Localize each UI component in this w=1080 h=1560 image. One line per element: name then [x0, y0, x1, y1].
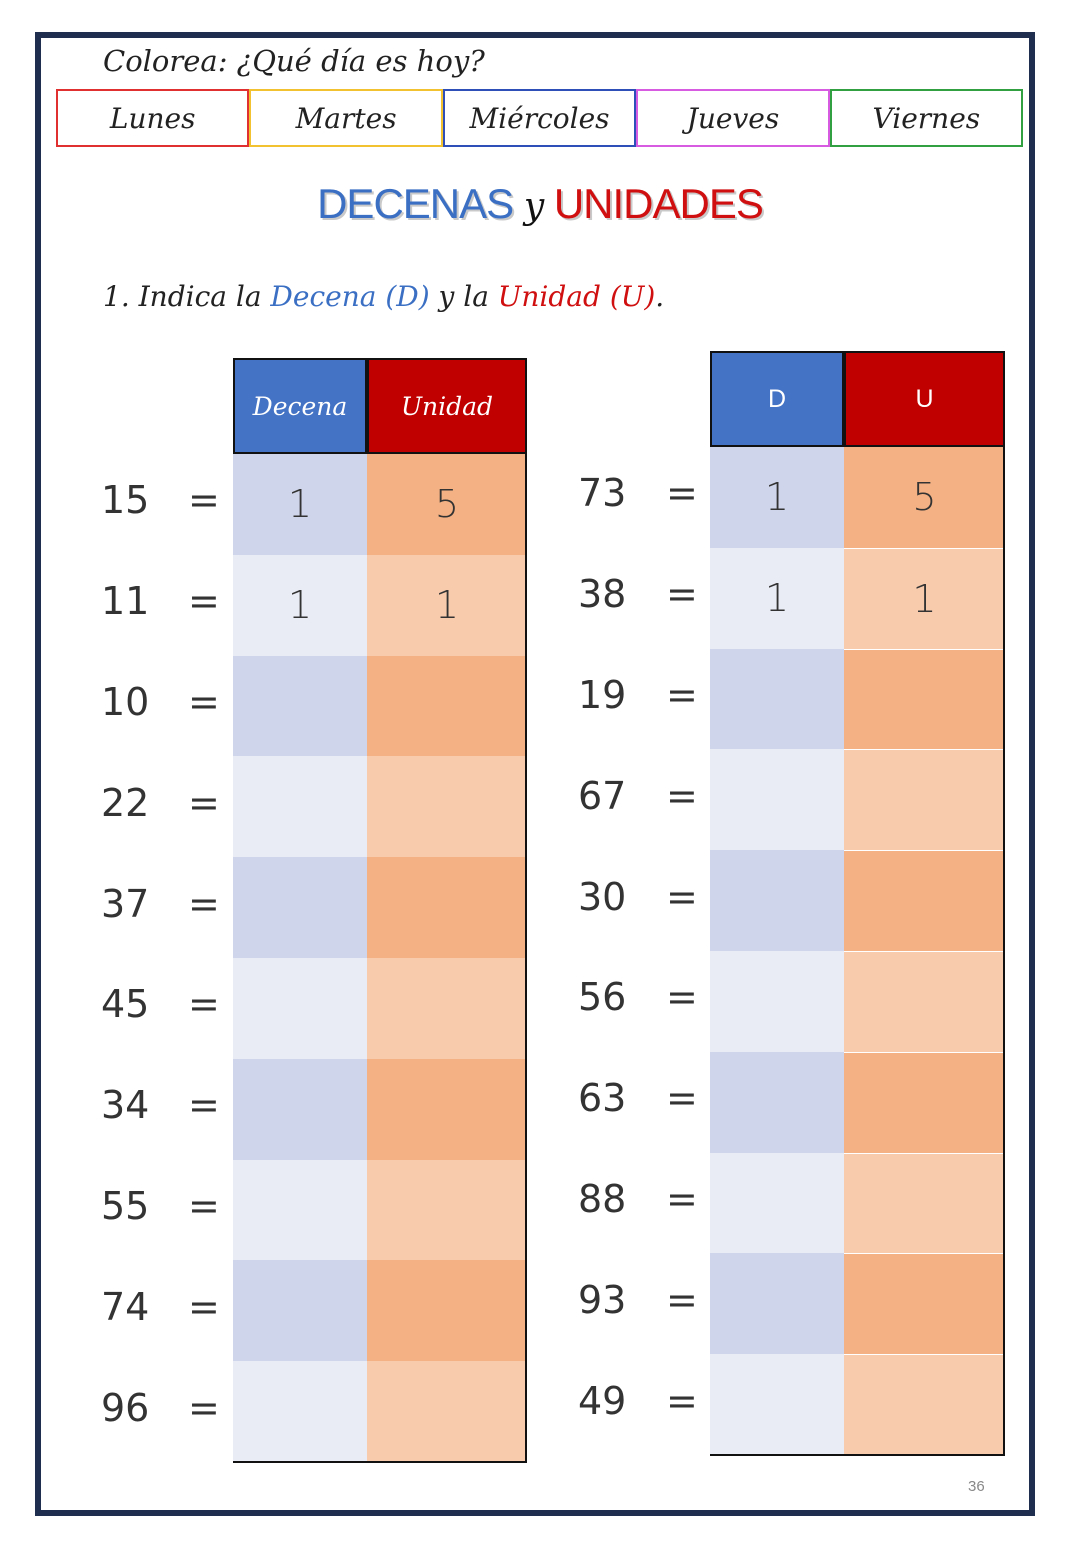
unidad-cell[interactable] [844, 1153, 1005, 1254]
decena-cell[interactable] [710, 951, 844, 1052]
decena-cell[interactable] [710, 1052, 844, 1153]
equals-sign: = [188, 780, 220, 825]
day-lunes[interactable]: Lunes [56, 89, 249, 147]
row-number: 74 [101, 1284, 150, 1329]
equals-sign: = [666, 1177, 698, 1221]
unidad-cell[interactable] [367, 857, 527, 958]
row-number: 15 [101, 478, 150, 523]
equals-sign: = [188, 1385, 220, 1430]
instruction [103, 280, 664, 313]
decena-cell[interactable]: 1 [710, 447, 844, 548]
equals-sign: = [666, 773, 698, 818]
table-bottom-border [233, 1461, 527, 1463]
decena-cell[interactable]: 1 [710, 548, 844, 649]
page-title [0, 180, 1080, 228]
row-number: 10 [101, 680, 150, 724]
decena-cell[interactable] [710, 649, 844, 750]
day-prompt: Colorea: ¿Qué día es hoy? [103, 44, 485, 78]
decena-cell[interactable] [233, 756, 367, 857]
unidad-cell[interactable] [844, 850, 1005, 951]
unidad-cell[interactable] [844, 749, 1005, 850]
equals-sign: = [188, 881, 220, 926]
equals-sign: = [188, 579, 220, 624]
header-unidad: U [844, 351, 1005, 447]
decena-cell[interactable] [710, 1153, 844, 1254]
unidad-cell[interactable] [367, 958, 527, 1059]
row-number: 63 [578, 1076, 627, 1121]
equals-sign: = [188, 478, 220, 523]
day-miercoles[interactable]: Miércoles [443, 89, 636, 147]
day-jueves[interactable]: Jueves [636, 89, 829, 147]
table-bottom-border [710, 1454, 1005, 1456]
row-number: 49 [578, 1378, 627, 1423]
row-number: 73 [578, 471, 627, 516]
unidad-cell[interactable]: 1 [844, 548, 1005, 649]
decena-cell[interactable] [233, 1361, 367, 1462]
unidad-cell[interactable] [844, 1052, 1005, 1153]
row-number: 67 [578, 773, 627, 818]
decena-cell[interactable] [710, 1253, 844, 1354]
day-viernes[interactable]: Viernes [830, 89, 1023, 147]
equals-sign: = [666, 1076, 698, 1121]
title-connector: y [523, 186, 544, 227]
row-number: 38 [578, 572, 627, 617]
decena-cell[interactable] [710, 1354, 844, 1455]
row-number: 19 [578, 673, 627, 717]
unidad-cell[interactable] [844, 649, 1005, 750]
row-number: 55 [101, 1184, 150, 1228]
decena-cell[interactable] [710, 749, 844, 850]
decena-cell[interactable] [233, 958, 367, 1059]
header-unidad: Unidad [367, 358, 527, 454]
row-number: 93 [578, 1277, 627, 1322]
instruction-d-abbr: (D) [385, 280, 430, 313]
day-martes[interactable]: Martes [249, 89, 442, 147]
unidad-cell[interactable] [367, 1260, 527, 1361]
row-number: 22 [101, 780, 150, 825]
unidad-cell[interactable] [844, 951, 1005, 1052]
unidad-cell[interactable]: 5 [844, 447, 1005, 548]
header-decena: D [710, 351, 844, 447]
unidad-cell[interactable] [367, 1160, 527, 1261]
unidad-cell[interactable]: 1 [367, 555, 527, 656]
instruction-middle: y la [429, 280, 498, 313]
decena-cell[interactable] [233, 1160, 367, 1261]
title-decenas: DECENAS [317, 180, 514, 227]
title-unidades: UNIDADES [553, 180, 763, 227]
table-right-border [1003, 351, 1005, 1455]
instruction-prefix: 1. Indica la [103, 280, 271, 313]
unidad-cell[interactable] [367, 656, 527, 757]
instruction-suffix: . [655, 280, 665, 313]
header-decena: Decena [233, 358, 367, 454]
row-number: 56 [578, 975, 627, 1020]
page-number: 36 [968, 1478, 985, 1495]
unidad-cell[interactable] [844, 1253, 1005, 1354]
instruction-u-abbr: (U) [609, 280, 656, 313]
unidad-cell[interactable] [367, 1059, 527, 1160]
instruction-decena: Decena [270, 280, 377, 313]
equals-sign: = [188, 1184, 220, 1228]
table-right-border [525, 358, 527, 1462]
equals-sign: = [666, 572, 698, 617]
equals-sign: = [188, 982, 220, 1027]
instruction-unidad: Unidad [497, 280, 601, 313]
row-number: 34 [101, 1083, 150, 1128]
row-number: 11 [101, 579, 150, 624]
decena-cell[interactable] [233, 656, 367, 757]
unidad-cell[interactable]: 5 [367, 454, 527, 555]
unidad-cell[interactable] [367, 1361, 527, 1462]
decena-cell[interactable]: 1 [233, 555, 367, 656]
unidad-cell[interactable] [844, 1354, 1005, 1455]
decena-cell[interactable] [233, 1059, 367, 1160]
day-selector [56, 89, 1023, 147]
row-number: 37 [101, 881, 150, 926]
equals-sign: = [666, 975, 698, 1020]
equals-sign: = [666, 874, 698, 919]
row-number: 96 [101, 1385, 150, 1430]
equals-sign: = [188, 1284, 220, 1329]
unidad-cell[interactable] [367, 756, 527, 857]
equals-sign: = [666, 673, 698, 717]
equals-sign: = [666, 471, 698, 516]
equals-sign: = [666, 1277, 698, 1322]
equals-sign: = [666, 1378, 698, 1423]
row-number: 30 [578, 874, 627, 919]
row-number: 88 [578, 1177, 627, 1221]
decena-cell[interactable] [233, 857, 367, 958]
decena-cell[interactable]: 1 [233, 454, 367, 555]
decena-cell[interactable] [710, 850, 844, 951]
equals-sign: = [188, 1083, 220, 1128]
row-number: 45 [101, 982, 150, 1027]
decena-cell[interactable] [233, 1260, 367, 1361]
equals-sign: = [188, 680, 220, 724]
